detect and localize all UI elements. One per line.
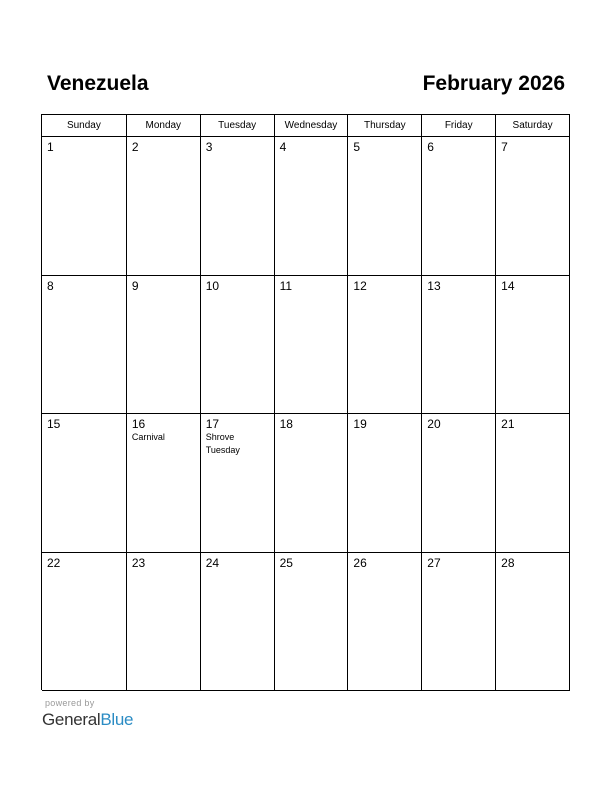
day-number: 16 [131,417,146,431]
day-cell [348,553,422,692]
day-number: 8 [47,278,54,293]
calendar-grid [41,114,570,690]
brand-name-general: General [42,710,101,729]
day-number: 2 [131,140,139,154]
day-number: 5 [353,140,361,154]
footer-branding [42,698,133,731]
day-number: 18 [279,417,293,431]
day-cell [496,276,570,415]
day-number: 21 [501,417,515,431]
day-cell [275,414,349,553]
day-number: 4 [279,140,287,154]
weekday-tuesday: Tuesday [201,115,275,137]
day-number: 22 [47,555,61,570]
day-number: 6 [427,140,434,154]
day-number: 24 [205,555,220,570]
day-cell [496,553,570,692]
day-number: 17 [205,417,220,431]
day-cell [348,137,422,276]
day-number: 7 [501,140,508,154]
weekday-sunday: Sunday [42,115,127,137]
brand-logo[interactable] [42,709,133,731]
week-row [42,414,570,553]
day-cell [422,137,496,276]
day-number: 26 [353,555,367,570]
day-number: 13 [427,278,441,293]
powered-by-text: powered by [45,698,95,708]
day-cell [275,276,349,415]
day-number: 25 [279,555,293,570]
day-number: 14 [501,278,515,293]
day-number: 23 [131,555,146,570]
day-cell [496,137,570,276]
day-number: 15 [47,417,61,431]
day-cell [201,276,275,415]
week-row [42,553,570,692]
day-cell [422,276,496,415]
day-number: 27 [427,555,441,570]
day-number: 28 [501,555,515,570]
country-title: Venezuela [47,72,149,95]
day-cell [422,414,496,553]
month-year-title: February 2026 [422,72,565,95]
weekday-thursday: Thursday [348,115,422,137]
day-number: 10 [205,278,220,293]
day-cell [348,414,422,553]
day-number: 19 [353,417,367,431]
day-cell [127,414,201,553]
day-number: 9 [131,278,139,293]
weekday-wednesday: Wednesday [275,115,349,137]
brand-name-blue: Blue [100,710,134,729]
day-cell [275,137,349,276]
day-number: 12 [353,278,367,293]
week-row [42,137,570,276]
weekday-monday: Monday [127,115,201,137]
day-cell [42,137,127,276]
weekday-saturday: Saturday [496,115,570,137]
day-cell [496,414,570,553]
day-cell [42,414,127,553]
day-cell [201,553,275,692]
weekday-header-row [42,115,570,137]
day-cell [422,553,496,692]
day-cell [127,553,201,692]
day-cell [348,276,422,415]
day-cell [42,276,127,415]
day-cell [201,137,275,276]
day-number: 20 [427,417,441,431]
day-number: 1 [47,140,54,154]
holiday-label: Carnival [131,432,165,442]
day-number: 3 [205,140,213,154]
weekday-friday: Friday [422,115,496,137]
week-row [42,276,570,415]
day-cell [201,414,275,553]
day-cell [127,137,201,276]
day-number: 11 [279,278,293,293]
day-cell [275,553,349,692]
day-cell [127,276,201,415]
holiday-label: Shrove Tuesday [205,432,240,455]
day-cell [42,553,127,692]
